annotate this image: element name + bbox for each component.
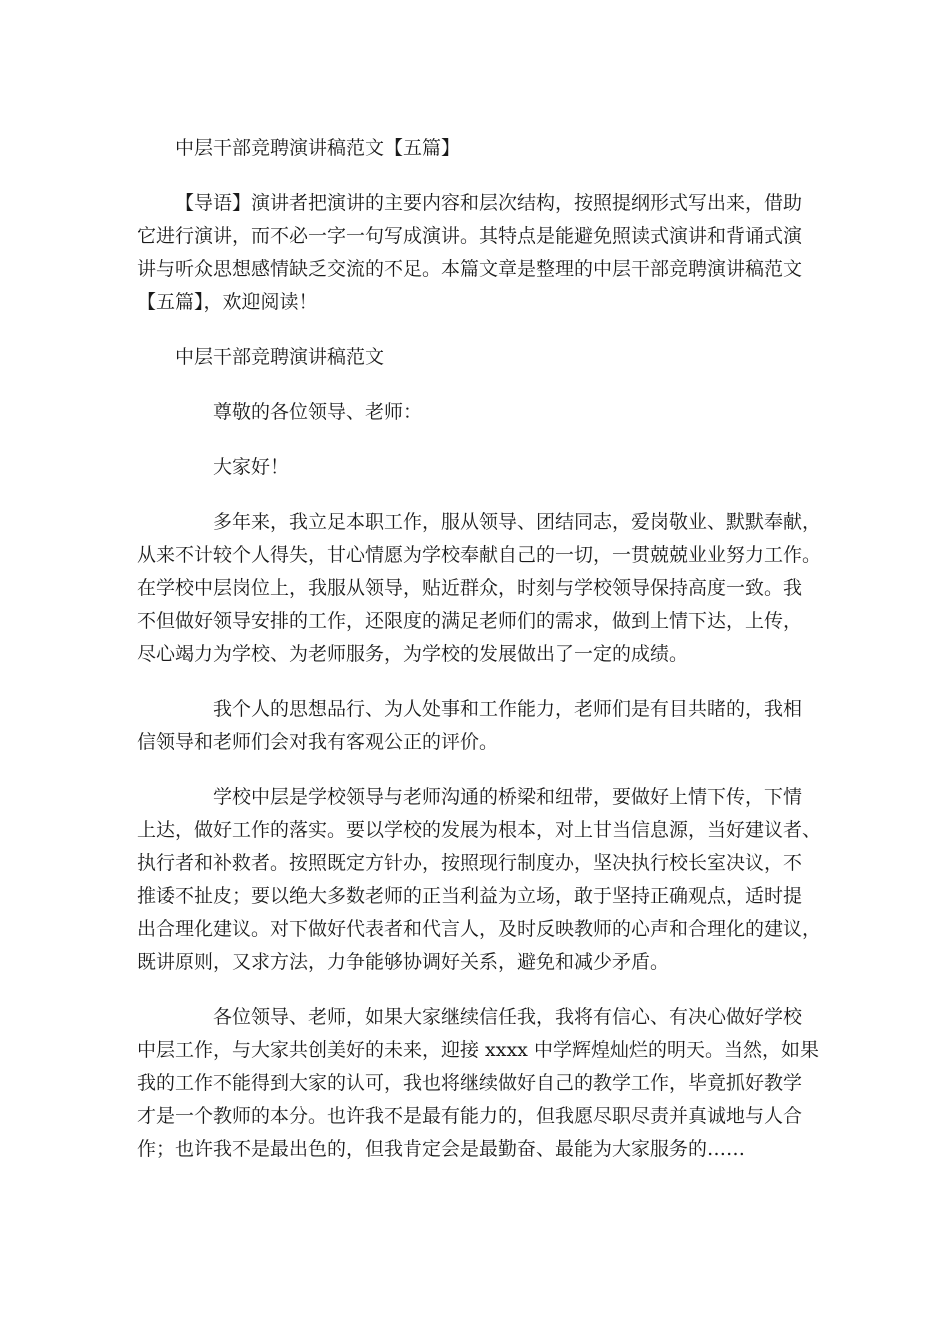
paragraph-line: 多年来，我立足本职工作，服从领导、团结同志，爱岗敬业、默默奉献，	[213, 511, 822, 533]
intro-line: 【五篇】，欢迎阅读！	[137, 291, 318, 313]
paragraph-line: 学校中层是学校领导与老师沟通的桥梁和纽带，要做好上情下传，下情	[213, 786, 803, 808]
salutation: 尊敬的各位领导、老师：	[213, 401, 423, 423]
paragraph-line: 推诿不扯皮；要以绝大多数老师的正当利益为立场，敢于坚持正确观点，适时提	[137, 885, 803, 907]
paragraph-line: 出合理化建议。对下做好代表者和代言人，及时反映教师的心声和合理化的建议，	[137, 918, 822, 940]
paragraph-line: 既讲原则，又求方法，力争能够协调好关系，避免和减少矛盾。	[137, 951, 670, 973]
paragraph-line: 作；也许我不是最出色的，但我肯定会是最勤奋、最能为大家服务的……	[137, 1138, 746, 1160]
intro-line: 它进行演讲，而不必一字一句写成演讲。其特点是能避免照读式演讲和背诵式演	[137, 225, 803, 247]
paragraph-line: 才是一个教师的本分。也许我不是最有能力的，但我愿尽职尽责并真诚地与人合	[137, 1105, 803, 1127]
paragraph-line: 不但做好领导安排的工作，还限度的满足老师们的需求，做到上情下达，上传，	[137, 610, 803, 632]
intro-line: 【导语】演讲者把演讲的主要内容和层次结构，按照提纲形式写出来，借助	[175, 192, 803, 214]
intro-line: 讲与听众思想感情缺乏交流的不足。本篇文章是整理的中层干部竞聘演讲稿范文	[137, 258, 803, 280]
paragraph-line: 执行者和补救者。按照既定方针办，按照现行制度办，坚决执行校长室决议，不	[137, 852, 803, 874]
paragraph-line: 中层工作，与大家共创美好的未来，迎接 xxxx 中学辉煌灿烂的明天。当然，如果	[137, 1039, 819, 1061]
paragraph-line: 在学校中层岗位上，我服从领导，贴近群众，时刻与学校领导保持高度一致。我	[137, 577, 803, 599]
paragraph-line: 各位领导、老师，如果大家继续信任我，我将有信心、有决心做好学校	[213, 1006, 803, 1028]
section-heading: 中层干部竞聘演讲稿范文	[175, 346, 385, 368]
paragraph-line: 我个人的思想品行、为人处事和工作能力，老师们是有目共睹的，我相	[213, 698, 803, 720]
paragraph-line: 从来不计较个人得失，甘心情愿为学校奉献自己的一切，一贯兢兢业业努力工作。	[137, 544, 822, 566]
greeting: 大家好！	[213, 456, 290, 478]
document-title: 中层干部竞聘演讲稿范文【五篇】	[175, 137, 461, 159]
paragraph-line: 信领导和老师们会对我有客观公正的评价。	[137, 731, 499, 753]
paragraph-line: 上达，做好工作的落实。要以学校的发展为根本，对上甘当信息源，当好建议者、	[137, 819, 822, 841]
paragraph-line: 我的工作不能得到大家的认可，我也将继续做好自己的教学工作，毕竟抓好教学	[137, 1072, 803, 1094]
paragraph-line: 尽心竭力为学校、为老师服务，为学校的发展做出了一定的成绩。	[137, 643, 689, 665]
